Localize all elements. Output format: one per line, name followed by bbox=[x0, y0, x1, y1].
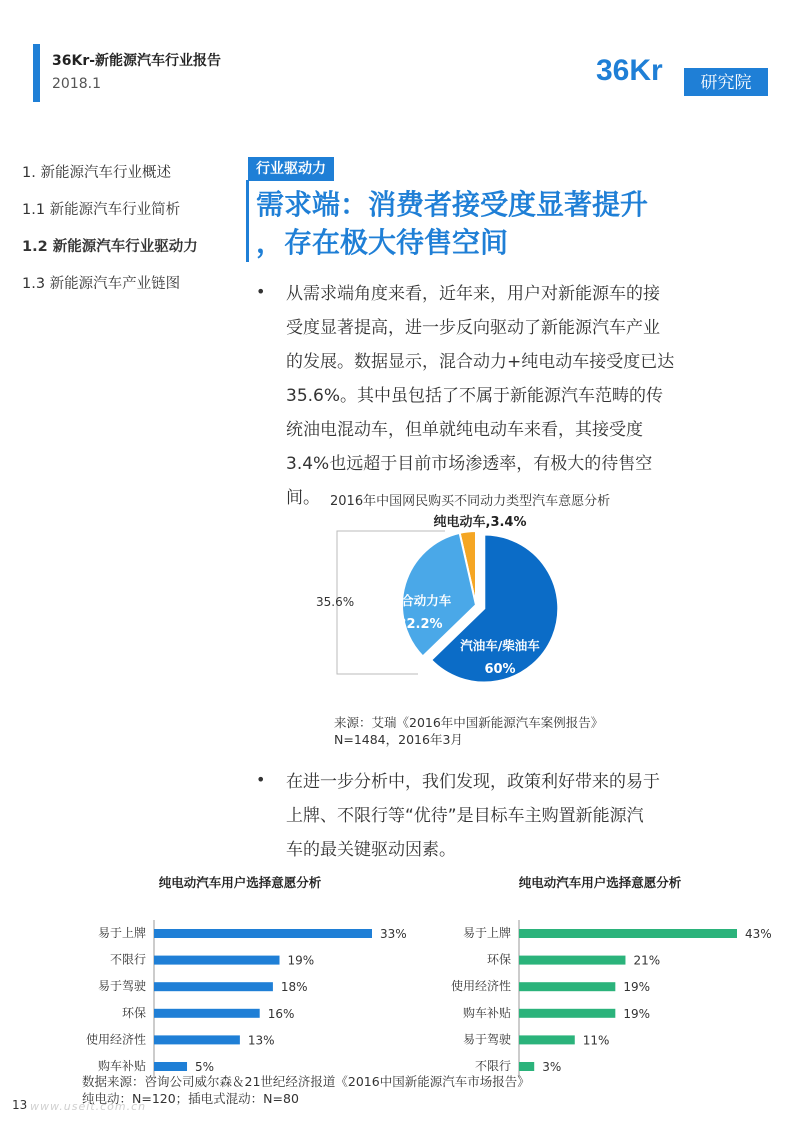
pie-value-hybrid: 32.2% bbox=[397, 617, 443, 632]
bar-category-label: 易于驾驶 bbox=[462, 1032, 511, 1047]
bar-category-label: 使用经济性 bbox=[450, 979, 511, 994]
paragraph-line: 受度显著提高，进一步反向驱动了新能源汽车产业 bbox=[286, 318, 660, 338]
bar-category-label: 环保 bbox=[121, 1005, 146, 1020]
paragraph-line: 从需求端角度来看，近年来，用户对新能源车的接 bbox=[286, 284, 660, 304]
paragraph-line: 在进一步分析中，我们发现，政策利好带来的易于 bbox=[286, 772, 660, 792]
bar bbox=[519, 1062, 534, 1071]
bar-value-label: 19% bbox=[623, 980, 650, 995]
toc-item[interactable]: 1.3 新能源汽车产业链图 bbox=[22, 276, 181, 292]
pie-chart bbox=[300, 506, 600, 712]
bar bbox=[154, 956, 280, 965]
bar-value-label: 13% bbox=[247, 1033, 275, 1048]
data-source-note bbox=[82, 1073, 530, 1107]
bar bbox=[519, 956, 625, 965]
paragraph-line: 统油电混动车，但单就纯电动车来看，其接受度 bbox=[286, 420, 643, 440]
section-heading bbox=[256, 186, 746, 262]
bar-value-label: 21% bbox=[633, 953, 661, 968]
sample-size-line: 纯电动：N=120；插电式混动：N=80 bbox=[82, 1091, 299, 1106]
section-divider-line bbox=[246, 180, 249, 262]
page-number: 13 bbox=[12, 1098, 28, 1112]
bar bbox=[154, 1009, 260, 1018]
pie-value-gasoline: 60% bbox=[484, 662, 516, 677]
bar-value-label: 43% bbox=[745, 927, 772, 941]
bar bbox=[154, 1062, 187, 1071]
report-title: 36Kr-新能源汽车行业报告 bbox=[52, 53, 222, 69]
paragraph-line: 间。 bbox=[286, 488, 320, 508]
heading-line: 需求端：消费者接受度显著提升 bbox=[256, 188, 649, 221]
bullet-marker: • bbox=[256, 770, 266, 789]
toc-item-active[interactable]: 1.2 新能源汽车行业驱动力 bbox=[22, 239, 198, 255]
pie-label-gasoline: 汽油车/柴油车 bbox=[460, 638, 540, 653]
bar-category-label: 购车补贴 bbox=[97, 1059, 146, 1073]
paragraph-line: 的发展。数据显示，混合动力+纯电动车接受度已达 bbox=[286, 352, 675, 372]
bar-category-label: 易于上牌 bbox=[462, 926, 511, 940]
paragraph-line: 3.4%也远超于目前市场渗透率，有极大的待售空 bbox=[286, 454, 653, 474]
bar-chart-left bbox=[40, 898, 407, 1098]
report-date: 2018.1 bbox=[52, 76, 101, 92]
bar bbox=[519, 1009, 615, 1018]
bar-value-label: 19% bbox=[287, 953, 315, 968]
paragraph-line: 35.6%。其中虽包括了不属于新能源汽车范畴的传 bbox=[286, 386, 664, 406]
bar bbox=[519, 1035, 575, 1044]
paragraph-line: 上牌、不限行等“优待”是目标车主购置新能源汽 bbox=[286, 806, 644, 826]
bar bbox=[154, 929, 372, 938]
bullet-marker: • bbox=[256, 282, 266, 301]
table-of-contents bbox=[22, 160, 198, 308]
bar-value-label: 18% bbox=[280, 980, 308, 995]
bar-value-label: 3% bbox=[542, 1060, 562, 1074]
toc-item[interactable]: 1. 新能源汽车行业概述 bbox=[22, 165, 171, 181]
source-text: 来源：艾瑞《2016年中国新能源汽车案例报告》 bbox=[334, 715, 604, 730]
36kr-logo bbox=[594, 44, 772, 100]
bar-chart-title-left: 纯电动汽车用户选择意愿分析 bbox=[158, 875, 322, 890]
logo-sub: 研究院 bbox=[700, 73, 752, 93]
heading-line: ，存在极大待售空间 bbox=[256, 226, 509, 259]
bar-category-label: 不限行 bbox=[474, 1059, 511, 1073]
bar bbox=[154, 1035, 240, 1044]
sample-note: N=1484，2016年3月 bbox=[334, 732, 463, 747]
bar-value-label: 33% bbox=[380, 927, 407, 941]
bar-value-label: 16% bbox=[267, 1006, 295, 1021]
bar-category-label: 易于上牌 bbox=[97, 926, 146, 940]
header-accent-bar bbox=[33, 44, 40, 102]
bullet-paragraph-1 bbox=[286, 277, 736, 515]
pie-annotation-combined: 35.6% bbox=[316, 595, 355, 609]
bar-value-label: 5% bbox=[195, 1060, 215, 1074]
bar-chart-right bbox=[405, 898, 772, 1098]
bar-category-label: 易于驾驶 bbox=[97, 979, 146, 994]
bar-value-label: 11% bbox=[582, 1033, 610, 1048]
bar bbox=[519, 929, 737, 938]
pie-label-hybrid: 混合动力车 bbox=[388, 593, 452, 608]
toc-item[interactable]: 1.1 新能源汽车行业简析 bbox=[22, 202, 181, 218]
bar-category-label: 环保 bbox=[486, 952, 511, 967]
bar bbox=[519, 982, 615, 991]
watermark: www.useit.com.cn bbox=[30, 1100, 147, 1113]
paragraph-line: 车的最关键驱动因素。 bbox=[286, 840, 456, 860]
bar-category-label: 使用经济性 bbox=[85, 1032, 146, 1047]
bar-value-label: 19% bbox=[623, 1006, 650, 1021]
bar bbox=[154, 982, 273, 991]
pie-source-note bbox=[334, 714, 603, 748]
pie-annotation-ev: 纯电动车,3.4% bbox=[433, 515, 527, 530]
data-source-line: 数据来源：咨询公司威尔森＆21世纪经济报道《2016中国新能源汽车市场报告》 bbox=[82, 1074, 530, 1089]
bar-category-label: 购车补贴 bbox=[462, 1005, 511, 1020]
logo-text: 36Kr bbox=[596, 54, 663, 87]
bar-category-label: 不限行 bbox=[109, 952, 146, 967]
bullet-paragraph-2 bbox=[286, 765, 736, 867]
bar-chart-title-right: 纯电动汽车用户选择意愿分析 bbox=[518, 875, 682, 890]
section-tag: 行业驱动力 bbox=[248, 157, 334, 181]
pie-chart-title: 2016年中国网民购买不同动力类型汽车意愿分析 bbox=[330, 494, 611, 509]
